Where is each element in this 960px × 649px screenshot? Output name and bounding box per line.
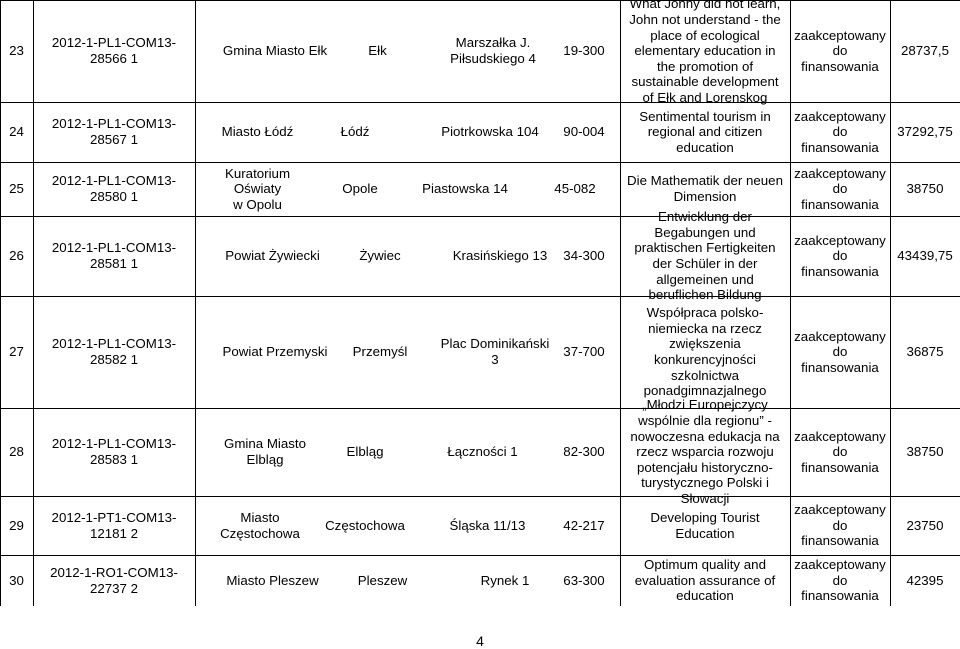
grant-amount: 38750 (906, 444, 944, 460)
project-number: 2012-1-PL1-COM13- 28583 1 (51, 436, 177, 467)
project-title: What Jonny did not learn, John not understand - the place of ecological elementary education in the promotion of sustainable development of Ełk and Lorenskog (629, 0, 781, 105)
grant-amount: 42395 (906, 572, 944, 588)
project-title: Optimum quality and evaluation assurance of education (634, 557, 776, 604)
status: zaakceptowany do finansowania (794, 27, 886, 74)
project-title: Entwicklung der Begabungen und praktischen Fertigkeiten der Schüler in der allgemeinen und beruflichen Bildung (634, 209, 776, 303)
street-address: Plac Dominikański 3 (440, 336, 550, 367)
postal-code: 19-300 (563, 43, 605, 59)
beneficiary-name: Powiat Żywiecki (225, 248, 320, 264)
city: Elbląg (346, 444, 384, 460)
grant-amount: 23750 (906, 517, 944, 533)
status: zaakceptowany do finansowania (794, 328, 886, 375)
project-title: Sentimental tourism in regional and citizen education (639, 108, 771, 155)
project-title: „Młodzi Europejczycy wspólnie dla regionu” - nowoczesna edukacja na rzecz wsparcia rozwoju potencjału historyczno- turystycznego Polski i Słowacji (630, 397, 780, 506)
project-number: 2012-1-PL1-COM13- 28580 1 (51, 173, 177, 204)
city: Żywiec (359, 248, 401, 264)
row-number: 23 (9, 43, 24, 59)
beneficiary-name: Kuratorium Oświaty w Opolu (224, 165, 291, 212)
beneficiary-name: Miasto Częstochowa (220, 509, 300, 541)
street-address: Łączności 1 (447, 444, 518, 460)
postal-code: 37-700 (563, 344, 605, 360)
row-number: 30 (9, 572, 24, 588)
project-number: 2012-1-PL1-COM13- 28581 1 (51, 240, 177, 271)
project-title: Die Mathematik der neuen Dimension (627, 173, 783, 204)
postal-code: 82-300 (563, 444, 605, 460)
street-address: Marszałka J. Piłsudskiego 4 (450, 35, 536, 66)
beneficiary-name: Gmina Miasto Ełk (222, 43, 328, 59)
street-address: Śląska 11/13 (449, 517, 526, 533)
row-number: 25 (9, 181, 24, 197)
project-number: 2012-1-PL1-COM13- 28582 1 (51, 336, 177, 367)
city: Ełk (368, 43, 387, 59)
row-number: 24 (9, 124, 24, 140)
grant-amount: 37292,75 (897, 124, 953, 140)
grant-amount: 38750 (906, 181, 944, 197)
beneficiary-name: Miasto Łódź (221, 124, 294, 140)
beneficiary-name: Gmina Miasto Elbląg (223, 436, 307, 467)
postal-code: 34-300 (563, 248, 605, 264)
grant-amount: 43439,75 (897, 248, 953, 264)
project-number: 2012-1-PT1-COM13- 12181 2 (51, 509, 177, 541)
grant-amount: 36875 (906, 344, 944, 360)
row-number: 26 (9, 248, 24, 264)
postal-code: 63-300 (563, 572, 605, 588)
project-number: 2012-1-PL1-COM13- 28567 1 (51, 116, 177, 147)
grant-amount: 28737,5 (900, 43, 950, 59)
project-number: 2012-1-PL1-COM13- 28566 1 (51, 35, 177, 66)
city: Opole (342, 181, 378, 197)
postal-code: 90-004 (563, 124, 605, 140)
city: Pleszew (357, 572, 408, 588)
status: zaakceptowany do finansowania (794, 502, 886, 549)
street-address: Rynek 1 (480, 572, 530, 588)
city: Łódź (340, 124, 370, 140)
project-number: 2012-1-RO1-COM13- 22737 2 (50, 564, 178, 596)
street-address: Krasińskiego 13 (452, 248, 548, 264)
city: Przemyśl (352, 344, 408, 360)
city: Częstochowa (325, 517, 405, 533)
street-address: Piotrkowska 104 (441, 124, 539, 140)
beneficiary-name: Miasto Pleszew (226, 572, 319, 588)
postal-code: 45-082 (554, 181, 596, 197)
row-number: 27 (9, 344, 24, 360)
status: zaakceptowany do finansowania (794, 108, 886, 155)
street-address: Piastowska 14 (422, 181, 508, 197)
page-number: 4 (476, 633, 484, 649)
postal-code: 42-217 (563, 517, 605, 533)
status: zaakceptowany do finansowania (794, 232, 886, 279)
row-number: 28 (9, 444, 24, 460)
beneficiary-name: Powiat Przemyski (222, 344, 328, 360)
project-title: Współpraca polsko- niemiecka na rzecz zwiększenia konkurencyjności szkolnictwa ponadgimnazjalnego (643, 305, 767, 399)
status: zaakceptowany do finansowania (794, 557, 886, 604)
status: zaakceptowany do finansowania (794, 165, 886, 212)
row-number: 29 (9, 517, 24, 533)
project-title: Developing Tourist Education (650, 509, 760, 541)
status: zaakceptowany do finansowania (794, 428, 886, 475)
